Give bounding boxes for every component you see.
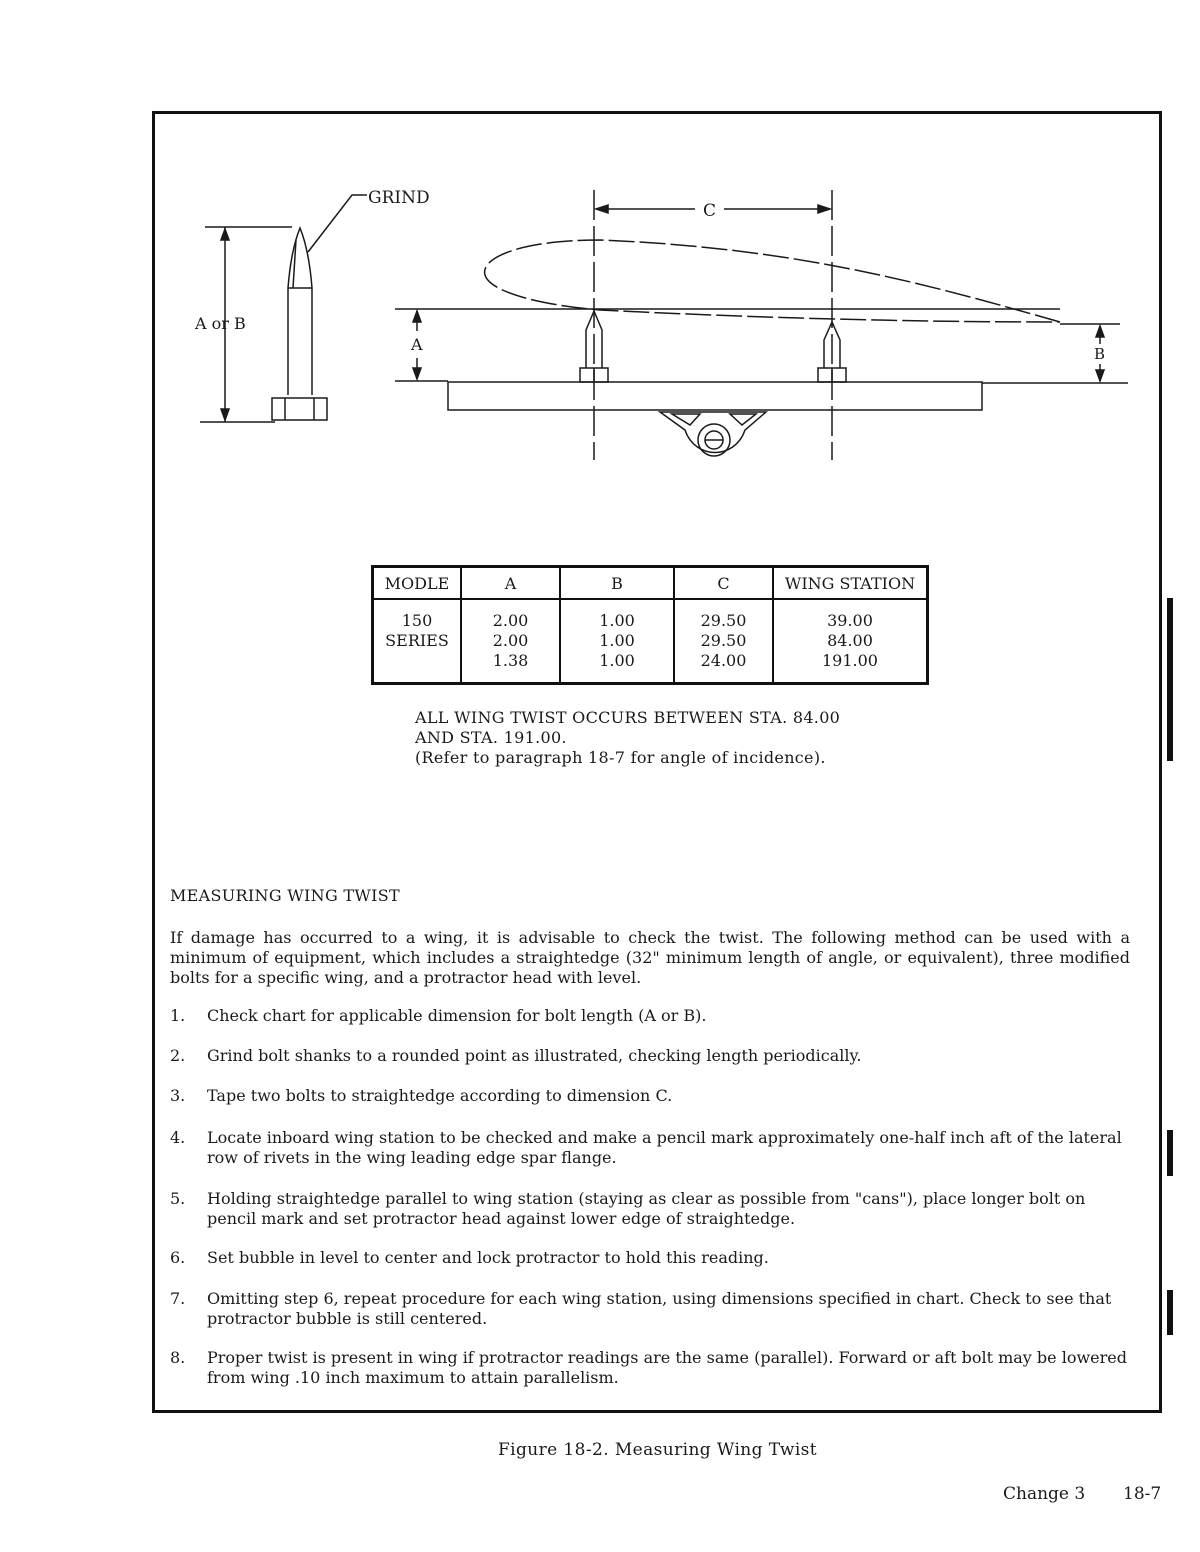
cell-a bbox=[461, 599, 560, 684]
step-text: Tape two bolts to straightedge according to dimension C. bbox=[207, 1086, 673, 1105]
intro-paragraph: If damage has occurred to a wing, it is advisable to check the twist. The following method can be used with a minimum of equipment, which includes a straightedge (32" minimum length of angle, or equivalent), three modified bolts for a specific wing, and a protractor head with level. bbox=[170, 928, 1130, 987]
note-line: ALL WING TWIST OCCURS BETWEEN STA. 84.00 bbox=[415, 708, 841, 727]
step-number: 4. bbox=[170, 1128, 186, 1147]
page-number: 18-7 bbox=[1123, 1484, 1162, 1504]
twist-note bbox=[415, 708, 840, 768]
cell-model bbox=[373, 599, 462, 684]
step-text: Locate inboard wing station to be checked and make a pencil mark approximately one-half inch aft of the lateral row of rivets in the wing leading edge spar flange. bbox=[207, 1128, 1122, 1167]
wing-station-value: 39.00 bbox=[827, 611, 873, 630]
header-a: A bbox=[461, 567, 560, 600]
straightedge bbox=[448, 382, 982, 410]
wing-station-value: 191.00 bbox=[822, 651, 878, 670]
b-value: 1.00 bbox=[599, 611, 635, 630]
c-value: 24.00 bbox=[700, 651, 747, 670]
step-number: 3. bbox=[170, 1086, 186, 1105]
note-line: (Refer to paragraph 18-7 for angle of incidence). bbox=[415, 748, 826, 767]
bolt-dimension-table bbox=[371, 565, 929, 685]
model-line: SERIES bbox=[385, 631, 449, 650]
section-title: MEASURING WING TWIST bbox=[170, 886, 400, 905]
dim-a-label: A bbox=[411, 335, 423, 354]
step-number: 5. bbox=[170, 1189, 186, 1208]
note-line: AND STA. 191.00. bbox=[415, 728, 567, 747]
cell-b bbox=[560, 599, 674, 684]
step-text: Omitting step 6, repeat procedure for each wing station, using dimensions specified in chart. Check to see that protractor bubble is still centered. bbox=[207, 1289, 1112, 1328]
a-value: 2.00 bbox=[492, 631, 529, 650]
a-or-b-label: A or B bbox=[195, 314, 246, 333]
c-value: 29.50 bbox=[700, 611, 747, 630]
model-line: 150 bbox=[401, 611, 433, 630]
a-value: 2.00 bbox=[492, 611, 529, 630]
b-value: 1.00 bbox=[599, 651, 635, 670]
grind-label: GRIND bbox=[368, 188, 430, 208]
step-number: 1. bbox=[170, 1006, 186, 1025]
dim-c-label: C bbox=[703, 201, 717, 221]
table-header-row bbox=[373, 567, 928, 600]
step-text: Check chart for applicable dimension for bolt length (A or B). bbox=[207, 1006, 707, 1025]
step-text: Grind bolt shanks to a rounded point as illustrated, checking length periodically. bbox=[207, 1046, 862, 1065]
header-model: MODLE bbox=[373, 567, 462, 600]
cell-wing-station bbox=[773, 599, 928, 684]
c-value: 29.50 bbox=[700, 631, 747, 650]
step-number: 8. bbox=[170, 1348, 186, 1367]
table-row bbox=[373, 599, 928, 684]
dimension-c bbox=[594, 190, 832, 460]
cell-c bbox=[674, 599, 773, 684]
step-number: 2. bbox=[170, 1046, 186, 1065]
step-text: Proper twist is present in wing if protractor readings are the same (parallel). Forward or aft bolt may be lowered from wing .10 inch maximum to attain parallelism. bbox=[207, 1348, 1127, 1387]
step-text: Holding straightedge parallel to wing station (staying as clear as possible from "cans"), place longer bolt on pencil mark and set protractor head against lower edge of straightedge. bbox=[207, 1189, 1086, 1228]
b-value: 1.00 bbox=[599, 631, 635, 650]
change-number: Change 3 bbox=[1003, 1484, 1086, 1504]
step-number: 7. bbox=[170, 1289, 186, 1308]
a-value: 1.38 bbox=[492, 651, 529, 670]
wing-twist-diagram bbox=[0, 0, 1200, 560]
header-b: B bbox=[560, 567, 674, 600]
figure-caption: Figure 18-2. Measuring Wing Twist bbox=[497, 1440, 818, 1460]
change-bar bbox=[1167, 1290, 1173, 1335]
wing-station-value: 84.00 bbox=[827, 631, 873, 650]
protractor-head bbox=[660, 412, 766, 456]
change-bar bbox=[1167, 598, 1173, 761]
header-wing-station: WING STATION bbox=[773, 567, 928, 600]
step-number: 6. bbox=[170, 1248, 186, 1267]
header-c: C bbox=[674, 567, 773, 600]
step-text: Set bubble in level to center and lock protractor to hold this reading. bbox=[207, 1248, 769, 1267]
modified-bolt-illustration bbox=[200, 195, 367, 422]
dim-b-label: B bbox=[1094, 345, 1106, 363]
change-bar bbox=[1167, 1130, 1173, 1176]
